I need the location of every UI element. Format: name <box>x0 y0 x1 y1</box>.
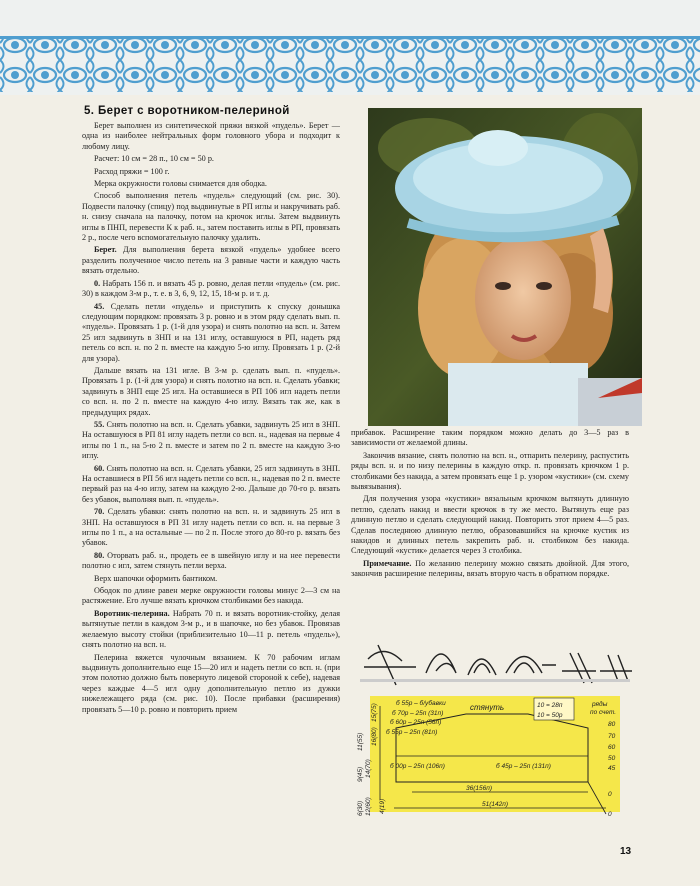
dim-outer-width: 51(142п) <box>482 801 508 808</box>
row-number: 80 <box>608 721 616 728</box>
paragraph-text: Набрать 70 п. и вязать воротник-стойку, делая вытянутые петли в каждом 3-м р., и в шапочке, но без убавок. Провязав желаемую высоту стойки (приблизительно 10—11 р. петель «пудель»), снять полотно на всп. н. <box>82 608 340 650</box>
paragraph <box>82 551 340 572</box>
paragraph-text: Расход пряжи = 100 г. <box>94 166 170 176</box>
row-number: 50 <box>608 755 616 762</box>
rows-title: ряды <box>592 701 608 708</box>
paragraph <box>82 191 340 243</box>
paragraph <box>82 420 340 462</box>
paragraph-text: Ободок по длине равен мерке окружности головы минус 2—3 см на растяжение. Его лучше вязать крючком столбиками без накида. <box>82 586 340 606</box>
paragraph <box>82 179 340 189</box>
dim-label-left: 6(30) <box>357 800 364 816</box>
gauge-legend: 10 = 28п <box>537 702 563 709</box>
paragraph-lead: Примечание. <box>363 558 412 568</box>
paragraph <box>82 121 340 152</box>
dim-label-left: 9(45) <box>357 766 364 782</box>
dim-label-left: 12(60) <box>365 797 372 816</box>
paragraph <box>82 653 340 715</box>
shape-row-label: б 60р – 25п (56п) <box>390 719 442 726</box>
dim-label-left: 16(80) <box>371 727 378 746</box>
paragraph-text: Расчет: 10 см = 28 п., 10 см = 50 р. <box>94 154 214 164</box>
paragraph-text: Дальше вязать на 131 игле. В 3-м р. сделать вып. п. «пудель». Провязать 1 р. (1-й для узора) и снять полотно на всп. н. Сделать убавки; задвинуть в ЗНП еще 25 игл. На оставшиеся в РП 106 игл надеть петли со всп. н. по 2 п. вместе на каждую 4-ю иглу. Вязать так же, как в предыдущих рядах. <box>82 365 340 417</box>
page-number: 13 <box>620 846 632 857</box>
paragraph-lead: 60. <box>94 463 105 473</box>
shape-row-label: б 70р – 25п (31п) <box>392 710 444 717</box>
paragraph-text: Оторвать раб. н., продеть ее в швейную иглу и на нее перевести полотно с игл, затем стянуть петли верха. <box>82 550 340 571</box>
rows-title: по счет. <box>590 709 617 716</box>
paragraph <box>351 428 629 449</box>
row-number: 70 <box>608 733 616 740</box>
row-number: 60 <box>608 744 616 751</box>
paragraph-text: Для выполнения берета вязкой «пудель» удобнее всего разделить полученное число петель на 3 равные части и каждую часть вязать отдельно. <box>82 245 340 276</box>
dim-label-left: 11(55) <box>357 732 364 751</box>
paragraph-text: Берет выполнен из синтетической пряжи вязкой «пудель». Берет — одна из наиболее нейтральных форм головного убора и подходит к любому лицу. <box>82 121 340 151</box>
paragraph-text: Верх шапочки оформить бантиком. <box>94 573 218 583</box>
paragraph-text: Снять полотно на всп. н. Сделать убавки, 25 игл задвинуть в ЗНП. На оставшиеся в РП 56 игл надеть петли со всп. н., надевая по 2 п. вместе первый раз на 4-ю иглу, затем на каждую 2-ю. Дальше до 70-го р. вязать без убавок, выполняя вып. п. «пудель». <box>82 463 340 504</box>
paragraph-text: прибавок. Расширение таким порядком можно делать до 3—5 раз в зависимости от желаемой длины. <box>351 428 629 448</box>
paragraph <box>82 167 340 177</box>
paragraph <box>351 451 629 493</box>
paragraph-text: Набрать 156 п. и вязать 45 р. ровно, делая петли «пудель» (см. рис. 30) в каждом 3-м р., т. е. в 3, 6, 9, 12, 15, 18-м р. и т. д. <box>82 278 340 299</box>
paragraph <box>82 464 340 506</box>
paragraph-lead: 45. <box>94 301 105 311</box>
paragraph-lead: Берет. <box>94 245 117 255</box>
paragraph-text: Способ выполнения петель «пудель» следующий (см. рис. 30). Подвести палочку (спицу) под выдвинутые в РП иглы и накручивать раб. н. снизу сначала на палочку, потом на крючок иглы. Затем выдвинуть иглы в ПНП, перевести К к раб. н., затем поставить иглы в РП, провязать 2 р., после чего вспомогательную палочку удалить. <box>82 191 340 243</box>
dim-label-left: 15(75) <box>371 703 378 722</box>
shape-row-label: б 00р – 25п (106п) <box>390 763 445 770</box>
paragraph <box>351 559 629 580</box>
shape-row-label: б 45р – 25п (131п) <box>496 763 551 770</box>
ornament-pattern-icon <box>0 0 700 95</box>
paragraph-text: Закончив вязание, снять полотно на всп. н., отпарить пелерину, распустить ряды всп. н. и по низу пелерины в каждую откр. п. провязать крючком 1 р. столбиками без накида, а затем провязать еще 1 р. узором «кустики» (см. схему вывязывания). <box>351 450 629 492</box>
paragraph <box>82 574 340 584</box>
dim-inner-width: 36(156п) <box>466 785 492 792</box>
paragraph <box>82 245 340 276</box>
paragraph-lead: 55. <box>94 419 105 429</box>
paragraph <box>82 507 340 549</box>
gauge-legend: 10 = 50р <box>537 712 563 719</box>
right-text-column <box>351 428 629 582</box>
paragraph-text: Сделать петли «пудель» и приступить к спуску донышка следующим порядком: провязать 3 р. ровно и в этом ряду сделать вып. п. «пудель». Провязать 1 р. (1-й для узора) и снять полотно на всп. н. Затем 25 игл задвинуть в ЗНП и на 131 иглу, оставшуюся в РП, надеть ряд петель со всп. н. по 2 п. вместе на каждую 5-ю иглу. Провязать 1 р. (2-й для узора). <box>82 301 340 363</box>
dim-label-left: 4(19) <box>379 798 386 814</box>
article-heading: 5. Берет с воротником-пелериной <box>84 105 290 117</box>
shape-row-label: б 55р – б/убавки <box>396 700 446 707</box>
row-number: 0 <box>608 791 612 798</box>
crochet-stitch-diagram <box>356 625 636 695</box>
row-number: 0 <box>608 811 612 818</box>
paragraph-lead: 70. <box>94 507 105 517</box>
paragraph-text: Пелерина вяжется чулочным вязанием. К 70 рабочим иглам выдвинуть дополнительно еще 15—20 игл и надеть петли со всп. н. (при этом полотно должно быть повернуто лицевой стороной к себе), надевая через каждые 4—5 игл одну дополнительную петлю из дужки нижележащего ряда (см. рис. 10). После прибавки (расширения) провязать 5—10 р. ровно и повторить прием <box>82 652 340 714</box>
paragraph <box>82 302 340 364</box>
shape-row-label: б 55р – 25п (81п) <box>386 729 438 736</box>
paragraph-lead: Воротник-пелерина. <box>94 608 170 618</box>
paragraph-text: Мерка окружности головы снимается для ободка. <box>94 179 267 189</box>
paragraph-lead: 0. <box>94 278 101 288</box>
row-number: 45 <box>608 765 616 772</box>
paragraph-text: Снять полотно на всп. н. Сделать убавки, задвинуть 25 игл в ЗНП. На оставшуюся в РП 81 иглу надеть петли со всп. н., надевая на первые 4 иглы по 1 п., на 5-ю 2 п. вместе и затем по 2 п. вместе на каждую 3-ю иглу. <box>82 419 340 461</box>
paragraph-text: Сделать убавки: снять полотно на всп. н. и задвинуть 25 игл в ЗНП. На оставшуюся в РП 31 иглу надеть петли со всп. н. на первые 3 иглы по 1 п., а на остальные — по 2 п. После этого до 80-го р. вязать без убавок. <box>82 507 340 548</box>
paragraph-lead: 80. <box>94 550 105 560</box>
paragraph <box>82 279 340 300</box>
dim-label-left: 14(70) <box>365 759 372 778</box>
paragraph <box>82 366 340 418</box>
decorative-header-band <box>0 0 700 95</box>
paragraph <box>82 609 340 651</box>
paragraph-text: Для получения узора «кустики» вязальным крючком вытянуть длинную петлю, сделать накид и ввести крючок в ту же место. Вытянуть еще раз длинную петлю и сделать следующий накид. Повторить этот прием 4—5 раз. Сделав последнюю длинную петлю, образовавшийся на крючке кустик из накидов и длинных петель закрепить раб. н. столбиком без накида. Следующий «кустик» делается через 3 столбика. <box>351 494 629 556</box>
photo-woman-in-beret <box>368 108 642 426</box>
beret-pattern-diagram <box>356 696 638 824</box>
left-text-column <box>82 121 340 717</box>
gather-label: стянуть <box>470 703 505 712</box>
paragraph <box>82 154 340 164</box>
paragraph-text: По желанию пелерину можно связать двойной. Для этого, закончив расширение пелерины, вязать вторую часть в обратном порядке. <box>351 558 629 579</box>
paragraph <box>82 586 340 607</box>
paragraph <box>351 494 629 556</box>
